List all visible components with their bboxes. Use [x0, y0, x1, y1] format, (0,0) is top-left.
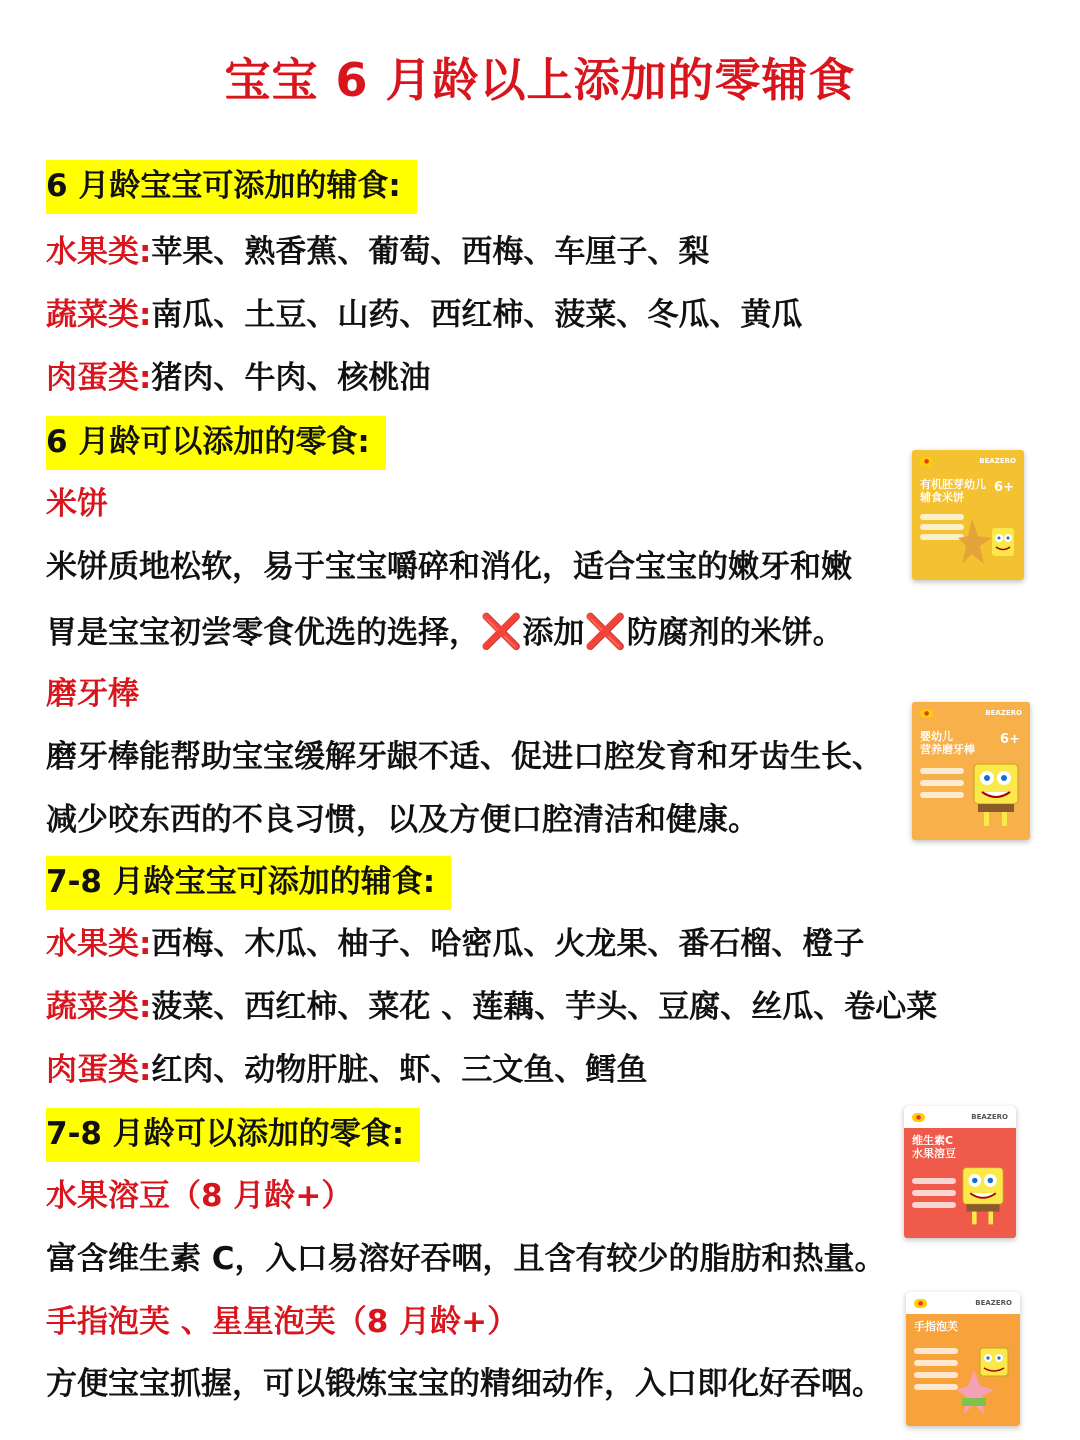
- puffs-title: 手指泡芙 、星星泡芙（8 月龄+）: [46, 1304, 519, 1340]
- rice-cake-desc-2: 胃是宝宝初尝零食优选的选择，❌添加❌防腐剂的米饼。: [46, 612, 844, 652]
- product-fruit-melts-image: ● BEAZERO 维生素C 水果溶豆: [904, 1106, 1016, 1238]
- spongebob-logo-icon: ●: [920, 457, 933, 466]
- category-items: 猪肉、牛肉、核桃油: [151, 360, 431, 396]
- teether-title: 磨牙棒: [46, 676, 139, 712]
- row-6m-fruit: [46, 230, 709, 274]
- patrick-spongebob-icon: [958, 514, 1016, 570]
- category-label: 水果类:: [46, 926, 152, 962]
- row-78m-meat: [46, 1048, 647, 1092]
- page-title: 宝宝 6 月龄以上添加的零辅食: [224, 53, 856, 107]
- teether-desc-2: 减少咬东西的不良习惯，以及方便口腔清洁和健康。: [46, 802, 759, 838]
- product-teether-image: ● BEAZERO 婴幼儿 营养磨牙棒 6+: [912, 702, 1030, 840]
- category-items: 红肉、动物肝脏、虾、三文鱼、鳕鱼: [151, 1052, 648, 1088]
- row-6m-veg: [46, 293, 802, 337]
- section-heading-78m-snack: 7-8 月龄可以添加的零食:: [46, 1108, 420, 1162]
- section-heading-6m-snack: 6 月龄可以添加的零食:: [46, 416, 386, 470]
- fruit-melts-title: 水果溶豆（8 月龄+）: [46, 1178, 353, 1214]
- spongebob-logo-icon: ●: [912, 1113, 925, 1122]
- teether-desc-1: 磨牙棒能帮助宝宝缓解牙龈不适、促进口腔发育和牙齿生长、: [46, 739, 883, 775]
- category-label: 肉蛋类:: [46, 360, 152, 396]
- spongebob-logo-icon: ●: [914, 1299, 927, 1308]
- row-6m-meat: [46, 356, 430, 400]
- category-items: 苹果、熟香蕉、葡萄、西梅、车厘子、梨: [151, 234, 710, 270]
- cross-mark-icon: ❌: [480, 612, 523, 652]
- category-items: 菠菜、西红柿、菜花 、莲藕、芋头、豆腐、丝瓜、卷心菜: [151, 989, 938, 1025]
- fruit-melts-desc: 富含维生素 C，入口易溶好吞咽，且含有较少的脂肪和热量。: [46, 1241, 886, 1277]
- rice-cake-desc-1: 米饼质地松软，易于宝宝嚼碎和消化，适合宝宝的嫩牙和嫩: [46, 549, 852, 585]
- spongebob-icon: [958, 1164, 1008, 1228]
- category-label: 水果类:: [46, 234, 152, 270]
- row-78m-veg: [46, 985, 937, 1029]
- row-78m-fruit: [46, 922, 864, 966]
- spongebob-logo-icon: ●: [920, 709, 933, 718]
- section-heading-6m-food: 6 月龄宝宝可添加的辅食:: [46, 160, 417, 214]
- category-items: 南瓜、土豆、山药、西红柿、菠菜、冬瓜、黄瓜: [151, 297, 803, 333]
- category-label: 蔬菜类:: [46, 989, 152, 1025]
- product-finger-puffs-image: ● BEAZERO 手指泡芙: [906, 1292, 1020, 1426]
- puffs-desc: 方便宝宝抓握，可以锻炼宝宝的精细动作，入口即化好吞咽。: [46, 1366, 883, 1402]
- category-label: 肉蛋类:: [46, 1052, 152, 1088]
- product-name: 手指泡芙: [914, 1320, 958, 1333]
- patrick-spongebob-icon: [956, 1346, 1012, 1416]
- product-rice-cake-image: ● BEAZERO 有机胚芽幼儿 辅食米饼 6+: [912, 450, 1024, 580]
- product-name: 婴幼儿 营养磨牙棒: [920, 730, 975, 756]
- product-name: 有机胚芽幼儿 辅食米饼: [920, 478, 986, 504]
- product-name: 维生素C 水果溶豆: [912, 1134, 956, 1160]
- category-items: 西梅、木瓜、柚子、哈密瓜、火龙果、番石榴、橙子: [151, 926, 865, 962]
- rice-cake-title: 米饼: [46, 486, 108, 522]
- section-heading-78m-food: 7-8 月龄宝宝可添加的辅食:: [46, 856, 451, 910]
- category-label: 蔬菜类:: [46, 297, 152, 333]
- spongebob-icon: [970, 760, 1022, 830]
- cross-mark-icon: ❌: [584, 612, 627, 652]
